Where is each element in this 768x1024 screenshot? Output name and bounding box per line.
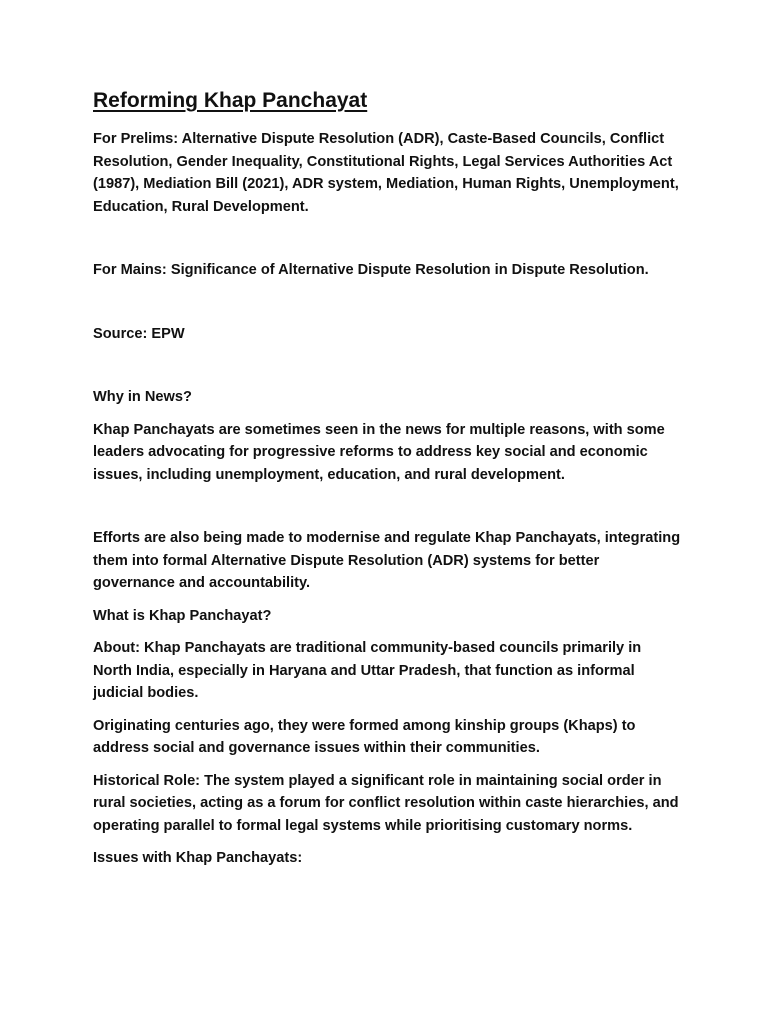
mains-paragraph: For Mains: Significance of Alternative Dispute Resolution in Dispute Resolution. [93, 262, 649, 278]
news-paragraph: Khap Panchayats are sometimes seen in the news for multiple reasons, with some leaders advocating for progressive reforms to address key social and economic issues, including unemployment, education, and rural development. [93, 421, 665, 483]
what-is-heading: What is Khap Panchayat? [93, 607, 272, 624]
why-in-news-heading: Why in News? [93, 389, 192, 405]
efforts-paragraph: Efforts are also being made to modernise and regulate Khap Panchayats, integrating them into formal Alternative Dispute Resolution (ADR) systems for better governance and accountability. [93, 530, 681, 591]
origin-paragraph: Originating centuries ago, they were formed among kinship groups (Khaps) to address social and governance issues within their communities. [93, 717, 636, 756]
document-page [93, 88, 683, 870]
about-paragraph: About: Khap Panchayats are traditional community-based councils primarily in North India, especially in Haryana and Uttar Pradesh, that function as informal judicial bodies. [93, 640, 642, 701]
source-paragraph: Source: EPW [93, 325, 185, 342]
historical-role-paragraph: Historical Role: The system played a significant role in maintaining social order in rural societies, acting as a forum for conflict resolution within caste hierarchies, and operating parallel to formal legal systems while prioritising customary norms. [93, 772, 679, 834]
prelims-paragraph: For Prelims: Alternative Dispute Resolution (ADR), Caste-Based Councils, Conflict Resolution, Gender Inequality, Constitutional Rights, Legal Services Authorities Act (1987), Mediation Bill (2021), ADR system, Mediation, Human Rights, Unemployment, Education, Rural Development. [93, 131, 679, 215]
issues-heading: Issues with Khap Panchayats: [93, 850, 303, 866]
document-title: Reforming Khap Panchayat [93, 89, 368, 112]
